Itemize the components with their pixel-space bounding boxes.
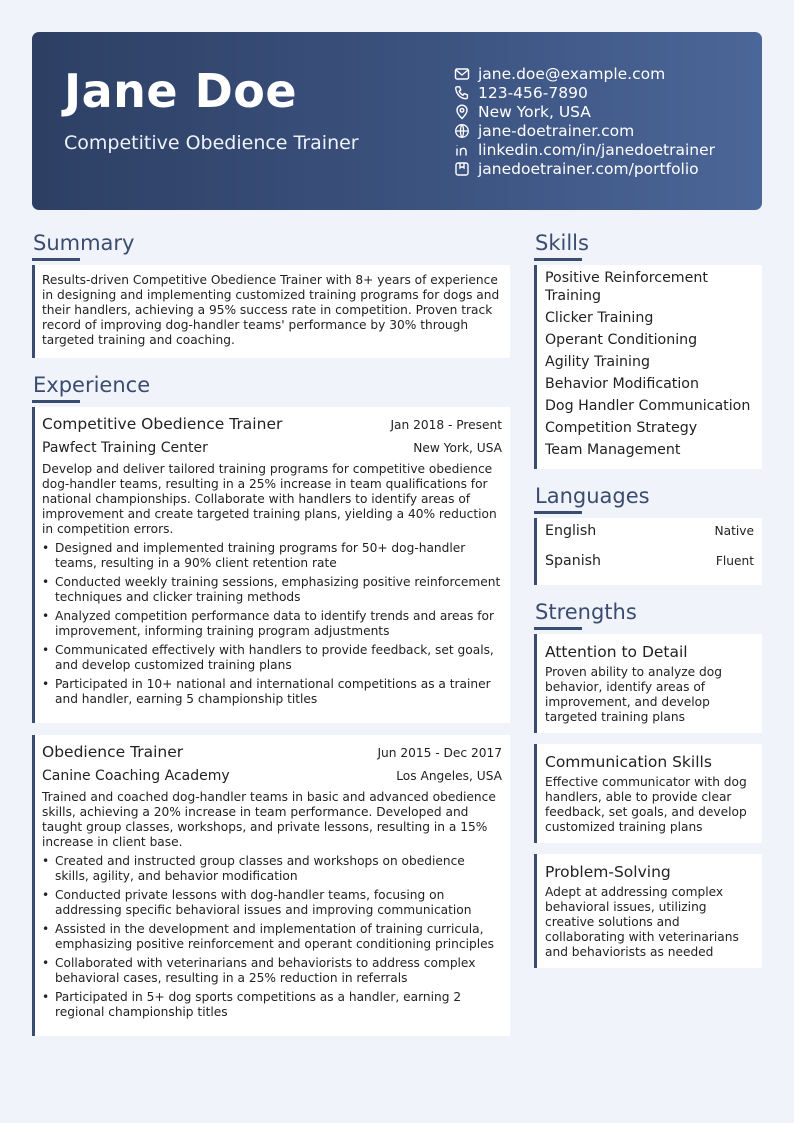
job-description: Develop and deliver tailored training programs for competitive obedience dog-handler teams, resulting in a 25% increase in team qualifications for national championships. Collaborate with handlers to identify areas of improvement and create targeted training plans, yielding a 40% reduction in competition errors. xyxy=(42,462,497,537)
globe-icon xyxy=(454,123,470,139)
contact-text: jane-doetrainer.com xyxy=(478,121,635,140)
languages-card xyxy=(534,518,762,585)
strength-description: Proven ability to analyze dog behavior, identify areas of improvement, and develop targeted training plans xyxy=(545,665,722,725)
section-heading: Experience xyxy=(33,373,151,398)
job-entry xyxy=(32,735,510,1036)
language-name: English xyxy=(545,523,597,540)
section-divider xyxy=(534,511,582,514)
candidate-name: Jane Doe xyxy=(64,64,298,118)
job-company-row xyxy=(42,440,502,456)
language-name: Spanish xyxy=(545,553,602,570)
job-bullets xyxy=(42,854,502,1020)
skill-item: Agility Training xyxy=(545,354,650,371)
list-item: • Collaborated with veterinarians and behaviorists to address complex behavioral cases, resulting in a 25% reduction in referrals xyxy=(42,956,502,986)
contact-list xyxy=(454,64,715,178)
contact-location xyxy=(454,102,715,121)
resume-header xyxy=(32,32,762,210)
list-item: • Conducted private lessons with dog-handler teams, focusing on addressing specific behavioral issues and improving communication xyxy=(42,888,502,918)
strength-card xyxy=(534,854,762,968)
job-entry xyxy=(32,407,510,723)
section-heading: Skills xyxy=(535,231,589,255)
contact-phone[interactable] xyxy=(454,83,715,102)
contact-text: jane.doe@example.com xyxy=(478,64,666,83)
skill-item: Team Management xyxy=(545,442,681,459)
list-item: • Assisted in the development and implementation of training curricula, emphasizing positive reinforcement and operant conditioning principles xyxy=(42,922,502,952)
language-row xyxy=(545,553,754,583)
contact-text: 123-456-7890 xyxy=(478,83,588,102)
phone-icon xyxy=(454,85,470,101)
contact-text: janedoetrainer.com/portfolio xyxy=(478,159,699,178)
section-divider xyxy=(32,258,80,261)
skill-item: Clicker Training xyxy=(545,310,654,327)
section-divider xyxy=(32,400,80,403)
strength-description: Effective communicator with dog handlers, able to provide clear feedback, set goals, and develop customized training plans xyxy=(545,775,747,835)
skill-item: Behavior Modification xyxy=(545,376,699,393)
list-item: • Communicated effectively with handlers to provide feedback, set goals, and develop customized training plans xyxy=(42,643,502,673)
summary-card xyxy=(32,265,510,358)
strength-description: Adept at addressing complex behavioral issues, utilizing creative solutions and collaborating with veterinarians and behaviorists as needed xyxy=(545,885,739,960)
strength-card xyxy=(534,744,762,843)
contact-text: linkedin.com/in/janedoetrainer xyxy=(478,140,715,159)
job-description: Trained and coached dog-handler teams in basic and advanced obedience skills, achieving a 20% increase in team performance. Developed and taught group classes, workshops, and private lessons, resulting in a 15% increase in client base. xyxy=(42,790,496,850)
right-column xyxy=(534,232,762,979)
left-column xyxy=(32,232,510,1036)
job-company: Pawfect Training Center xyxy=(42,440,208,457)
contact-website[interactable] xyxy=(454,121,715,140)
contact-linkedin[interactable] xyxy=(454,140,715,159)
section-divider xyxy=(534,258,582,261)
list-item: • Created and instructed group classes and workshops on obedience skills, agility, and behavior modification xyxy=(42,854,502,884)
contact-text: New York, USA xyxy=(478,102,591,121)
location-icon xyxy=(454,104,470,120)
section-heading: Strengths xyxy=(535,600,637,625)
job-location: Los Angeles, USA xyxy=(396,769,502,784)
strength-title: Problem-Solving xyxy=(545,863,671,882)
strengths-section xyxy=(534,601,762,968)
summary-text: Results-driven Competitive Obedience Trainer with 8+ years of experience in designing and implementing customized training programs for dogs and their handlers, achieving a 95% success rate in competition. Proven track record of improving dog-handler teams' performance by 30% through targeted training and coaching. xyxy=(42,273,500,348)
contact-portfolio[interactable] xyxy=(454,159,715,178)
section-heading: Summary xyxy=(33,231,135,255)
languages-section xyxy=(534,485,762,585)
job-dates: Jan 2018 - Present xyxy=(390,418,502,433)
job-location: New York, USA xyxy=(413,441,502,456)
job-title: Obedience Trainer xyxy=(42,743,184,762)
email-icon xyxy=(454,66,470,82)
list-item: • Participated in 10+ national and international competitions as a trainer and handler, earning 5 championship titles xyxy=(42,677,502,707)
skill-item: Positive Reinforcement Training xyxy=(545,270,708,305)
skill-item: Competition Strategy xyxy=(545,420,698,437)
job-header-row xyxy=(42,415,502,433)
language-level: Fluent xyxy=(715,554,754,569)
strength-title: Communication Skills xyxy=(545,753,712,772)
job-company-row xyxy=(42,768,502,784)
strength-card xyxy=(534,634,762,733)
experience-section xyxy=(32,374,510,1036)
list-item: • Participated in 5+ dog sports competitions as a handler, earning 2 regional championship titles xyxy=(42,990,502,1020)
job-header-row xyxy=(42,743,502,761)
list-item: • Analyzed competition performance data to identify trends and areas for improvement, informing training program adjustments xyxy=(42,609,502,639)
list-item: • Designed and implemented training programs for 50+ dog-handler teams, resulting in a 90% client retention rate xyxy=(42,541,502,571)
portfolio-icon xyxy=(454,161,470,177)
job-bullets xyxy=(42,541,502,707)
job-title: Competitive Obedience Trainer xyxy=(42,415,283,434)
contact-email[interactable] xyxy=(454,64,715,83)
summary-section xyxy=(32,232,510,358)
strength-title: Attention to Detail xyxy=(545,643,688,662)
skill-item: Operant Conditioning xyxy=(545,332,698,349)
section-heading: Languages xyxy=(535,484,650,509)
linkedin-icon xyxy=(454,142,470,158)
skills-section xyxy=(534,232,762,469)
list-item: • Conducted weekly training sessions, emphasizing positive reinforcement techniques and clicker training methods xyxy=(42,575,502,605)
job-company: Canine Coaching Academy xyxy=(42,768,230,785)
skill-item: Dog Handler Communication xyxy=(545,398,751,415)
candidate-title: Competitive Obedience Trainer xyxy=(64,132,359,154)
section-divider xyxy=(534,627,582,630)
job-dates: Jun 2015 - Dec 2017 xyxy=(377,746,502,761)
skills-card xyxy=(534,265,762,469)
language-row xyxy=(545,523,754,553)
language-level: Native xyxy=(714,524,754,539)
